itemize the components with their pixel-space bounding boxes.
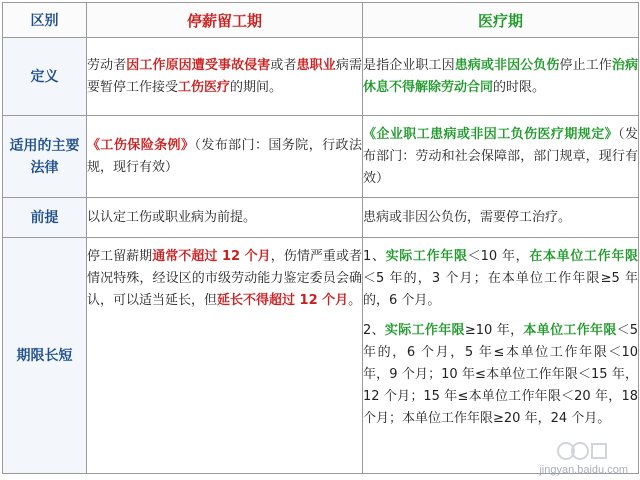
- definition-cell-a: [87, 38, 363, 116]
- row-label-definition: 定义: [3, 38, 87, 116]
- watermark-text: jingyan.baidu.com: [539, 464, 628, 476]
- highlight-red: 因工作原因遭受事故侵害: [126, 57, 271, 73]
- definition-cell-b: [363, 38, 639, 116]
- highlight-green: 患病或非因公负伤: [454, 57, 560, 73]
- header-label: 区别: [3, 3, 87, 38]
- text-run: 病需要暂停工作接受: [87, 57, 362, 95]
- text-run: 的时限。: [493, 79, 546, 95]
- law-title-green: 《企业职工患病或非因工负伤医疗期规定》: [363, 126, 619, 142]
- law-cell-a: [87, 116, 363, 198]
- comparison-table: [2, 2, 639, 474]
- text-run: 停工留薪期: [87, 249, 153, 264]
- highlight-green: 在本单位工作年限: [529, 249, 638, 264]
- highlight-green: 本单位工作年限: [523, 323, 617, 338]
- premise-cell-a: 以认定工伤或职业病为前提。: [87, 198, 363, 238]
- term-b-paragraph-1: [363, 246, 638, 312]
- text-run: ＜10 年，: [467, 249, 530, 264]
- header-col-a: 停薪留工期: [87, 3, 363, 38]
- text-run: 。: [348, 293, 362, 308]
- row-label-term: 期限长短: [3, 238, 87, 474]
- text-run: 1、: [363, 249, 386, 264]
- text-run: ≥10 年，: [464, 323, 524, 338]
- highlight-green: 治病休息不得解除劳动合同: [363, 57, 638, 95]
- table-header-row: [3, 3, 639, 38]
- law-title-red: 《工伤保险条例》: [87, 137, 195, 153]
- text-run: 2、: [363, 323, 385, 338]
- text-run: 或者: [270, 57, 297, 73]
- row-label-law: 适用的主要法律: [3, 116, 87, 198]
- text-run: 劳动者: [87, 57, 127, 73]
- watermark-logo-icon: [556, 438, 610, 464]
- law-cell-b: [363, 116, 639, 198]
- header-col-b: 医疗期: [363, 3, 639, 38]
- text-run: ，伤情严重或者情况特殊，经设区的市级劳动能力鉴定委员会确认，可以适当延长，但: [87, 249, 362, 308]
- row-premise: [3, 198, 639, 238]
- text-run: （发布部门：国务院，行政法规，现行有效）: [87, 137, 362, 175]
- term-b-paragraph-2: [363, 320, 638, 430]
- text-run: 的期间。: [230, 79, 283, 95]
- highlight-green: 实际工作年限: [384, 323, 465, 338]
- text-run: 停止工作: [559, 57, 612, 73]
- row-label-premise: 前提: [3, 198, 87, 238]
- highlight-green: 实际工作年限: [385, 249, 468, 264]
- row-law: [3, 116, 639, 198]
- highlight-red: 工伤医疗: [178, 79, 231, 95]
- text-run: 是指企业职工因: [363, 57, 455, 73]
- premise-cell-b: 患病或非因公负伤，需要停工治疗。: [363, 198, 639, 238]
- highlight-red: 通常不超过 12 个月: [152, 249, 271, 264]
- highlight-red: 患职业: [296, 57, 336, 73]
- text-run: ＜5 年的，3 个月；在本单位工作年限≥5 年的，6 个月。: [363, 271, 638, 308]
- text-run: （发布部门：劳动和社会保障部，部门规章，现行有效）: [363, 126, 638, 186]
- row-term: [3, 238, 639, 474]
- row-definition: [3, 38, 639, 116]
- term-cell-a: [87, 238, 363, 474]
- text-run: ＜5 年的，6 个月，5 年≤本单位工作年限＜10 年，9 个月；10 年≤本单位工作年限＜15 年，12 个月；15 年≤本单位工作年限＜20 年，18 个月；本单位工作年限≥20 年，24 个月。: [363, 323, 638, 426]
- highlight-red: 延长不得超过 12 个月: [217, 293, 349, 308]
